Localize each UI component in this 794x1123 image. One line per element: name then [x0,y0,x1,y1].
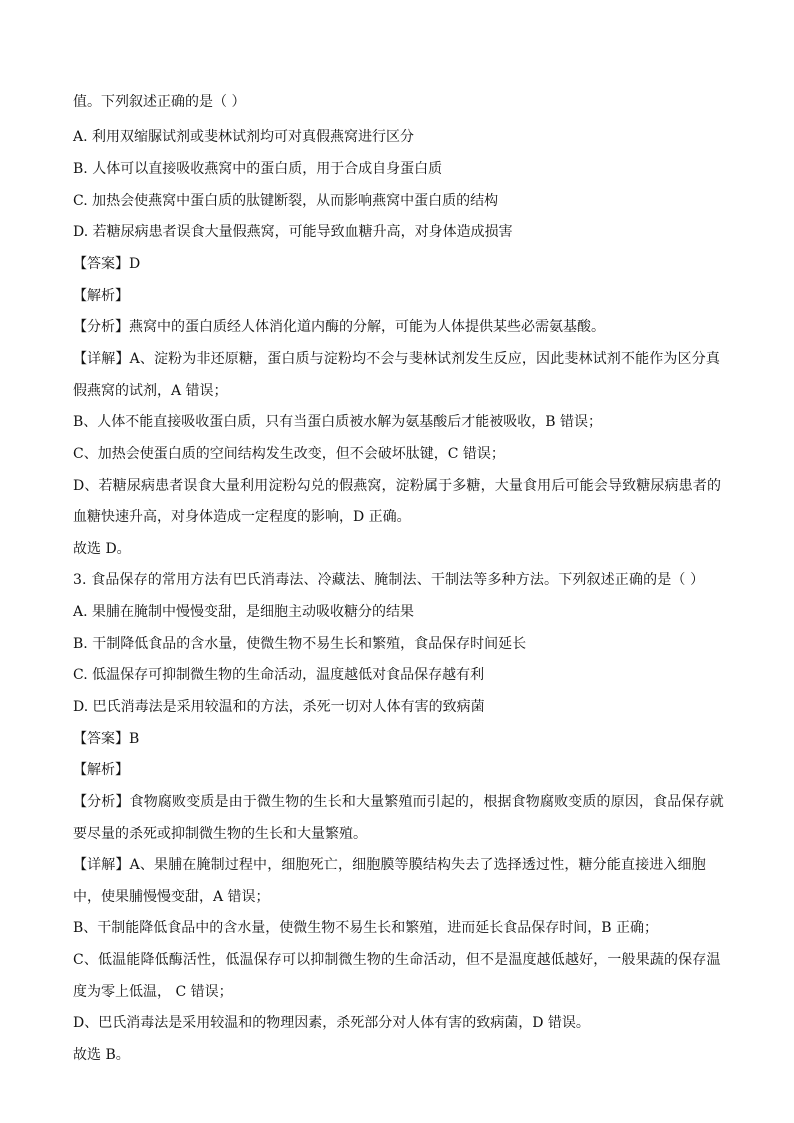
question-2-option-a: A. 利用双缩脲试剂或斐林试剂均可对真假燕窝进行区分 [73,129,415,145]
question-3-option-c: C. 低温保存可抑制微生物的生命活动，温度越低对食品保存越有利 [73,667,485,683]
question-3-analysis-line: 【分析】食物腐败变质是由于微生物的生长和大量繁殖而引起的，根据食物腐败变质的原因，食品保存就 [73,794,724,810]
question-3-analysis-line: B、干制能降低食品中的含水量，使微生物不易生长和繁殖，进而延长食品保存时间，B 正确； [73,920,659,936]
question-3-stem: 3. 食品保存的常用方法有巴氏消毒法、冷藏法、腌制法、干制法等多种方法。下列叙述正确的是（ ） [73,572,705,588]
question-3-analysis-line: 故选 B。 [73,1047,130,1063]
question-3-option-d: D. 巴氏消毒法是采用较温和的方法，杀死一切对人体有害的致病菌 [73,699,485,715]
question-3-analysis-line: 要尽量的杀死或抑制微生物的生长和大量繁殖。 [73,826,367,842]
question-3-analysis-line: 中，使果脯慢慢变甜，A 错误； [73,889,270,905]
question-2-stem-tail: 值。下列叙述正确的是（ ） [73,94,246,110]
question-2-option-c: C. 加热会使燕窝中蛋白质的肽键断裂，从而影响燕窝中蛋白质的结构 [73,193,499,209]
question-2-analysis-heading: 【解析】 [73,288,129,304]
question-3-analysis-heading: 【解析】 [73,762,129,778]
question-3-analysis-line: 度为零上低温， C 错误； [73,984,233,1000]
question-3-answer: 【答案】B [73,731,140,747]
question-2-answer: 【答案】D [73,256,141,272]
question-2-option-d: D. 若糖尿病患者误食大量假燕窝，可能导致血糖升高，对身体造成损害 [73,224,513,240]
question-2-analysis-line: 故选 D。 [73,541,131,557]
question-3-analysis-line: 【详解】A、果脯在腌制过程中，细胞死亡，细胞膜等膜结构失去了选择透过性，糖分能直接进入细胞 [73,857,706,873]
question-2-analysis-line: C、加热会使蛋白质的空间结构发生改变，但不会破坏肽键，C 错误； [73,446,505,462]
question-2-analysis-line: 【详解】A、淀粉为非还原糖，蛋白质与淀粉均不会与斐林试剂发生反应，因此斐林试剂不能作为区分真 [73,351,721,367]
question-2-option-b: B. 人体可以直接吸收燕窝中的蛋白质，用于合成自身蛋白质 [73,161,443,177]
question-2-analysis-line: D、若糖尿病患者误食大量利用淀粉勾兑的假燕窝，淀粉属于多糖，大量食用后可能会导致糖尿病患者的 [73,478,722,494]
question-2-analysis-line: 血糖快速升高，对身体造成一定程度的影响，D 正确。 [73,509,411,525]
question-3-analysis-line: C、低温能降低酶活性，低温保存可以抑制微生物的生命活动，但不是温度越低越好，一般果蔬的保存温 [73,952,721,968]
question-3-analysis-line: D、巴氏消毒法是采用较温和的物理因素，杀死部分对人体有害的致病菌，D 错误。 [73,1015,590,1031]
question-2-analysis-line: 【分析】燕窝中的蛋白质经人体消化道内酶的分解，可能为人体提供某些必需氨基酸。 [73,319,605,335]
question-2-analysis-line: B、人体不能直接吸收蛋白质，只有当蛋白质被水解为氨基酸后才能被吸收，B 错误； [73,414,603,430]
question-3-option-b: B. 干制降低食品的含水量，使微生物不易生长和繁殖，食品保存时间延长 [73,636,527,652]
question-3-option-a: A. 果脯在腌制中慢慢变甜，是细胞主动吸收糖分的结果 [73,604,415,620]
question-2-analysis-line: 假燕窝的试剂，A 错误； [73,383,228,399]
